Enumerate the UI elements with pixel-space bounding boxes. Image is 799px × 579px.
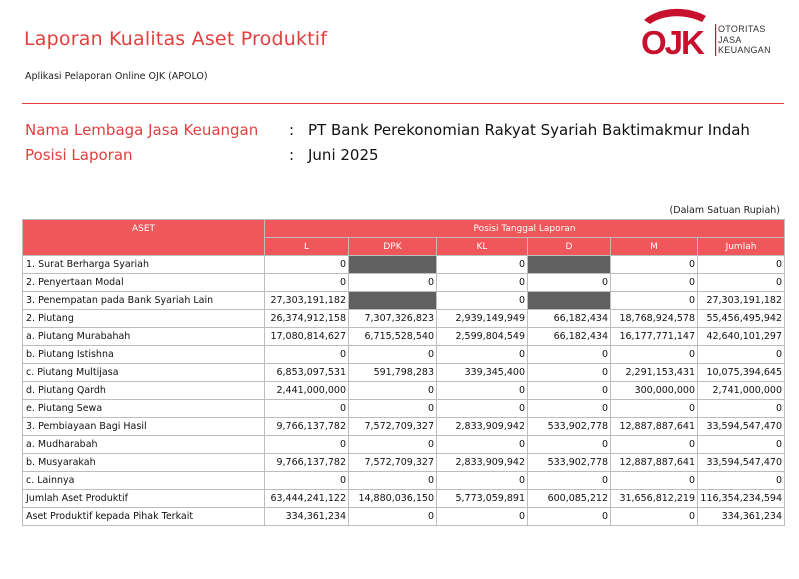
value-cell: 0: [698, 472, 785, 490]
table-row: [23, 472, 785, 490]
header-divider: [22, 103, 784, 104]
value-cell: 0: [349, 400, 437, 418]
value-cell: 0: [611, 400, 698, 418]
column-header-d: D: [528, 238, 611, 256]
value-cell: 116,354,234,594: [698, 490, 785, 508]
table-row: [23, 436, 785, 454]
table-row: [23, 454, 785, 472]
value-cell: 0: [611, 472, 698, 490]
value-cell: 17,080,814,627: [265, 328, 349, 346]
value-cell: 0: [437, 472, 528, 490]
value-cell: 55,456,495,942: [698, 310, 785, 328]
row-label: 2. Piutang: [23, 310, 265, 328]
svg-text:OJK: OJK: [641, 24, 703, 61]
value-cell: 0: [349, 508, 437, 526]
value-cell: 0: [437, 400, 528, 418]
value-cell: 0: [528, 472, 611, 490]
asset-quality-table: [22, 219, 785, 526]
row-label: 3. Pembiayaan Bagi Hasil: [23, 418, 265, 436]
value-cell: 2,441,000,000: [265, 382, 349, 400]
value-cell: 0: [265, 400, 349, 418]
value-cell: 0: [611, 508, 698, 526]
row-label: b. Musyarakah: [23, 454, 265, 472]
page-title: Laporan Kualitas Aset Produktif: [24, 28, 328, 50]
not-applicable-cell: [528, 256, 611, 274]
period-separator: :: [289, 146, 295, 164]
value-cell: 0: [528, 382, 611, 400]
value-cell: 7,572,709,327: [349, 454, 437, 472]
row-label: c. Piutang Multijasa: [23, 364, 265, 382]
value-cell: 2,939,149,949: [437, 310, 528, 328]
value-cell: 0: [265, 274, 349, 292]
value-cell: 2,291,153,431: [611, 364, 698, 382]
value-cell: 10,075,394,645: [698, 364, 785, 382]
row-label: c. Lainnya: [23, 472, 265, 490]
value-cell: 0: [528, 346, 611, 364]
value-cell: 0: [437, 346, 528, 364]
value-cell: 0: [437, 292, 528, 310]
value-cell: 591,798,283: [349, 364, 437, 382]
table-row: [23, 256, 785, 274]
value-cell: 0: [349, 382, 437, 400]
row-label: b. Piutang Istishna: [23, 346, 265, 364]
value-cell: 0: [437, 256, 528, 274]
table-row: [23, 364, 785, 382]
value-cell: 12,887,887,641: [611, 454, 698, 472]
value-cell: 300,000,000: [611, 382, 698, 400]
value-cell: 0: [698, 274, 785, 292]
row-label: d. Piutang Qardh: [23, 382, 265, 400]
value-cell: 63,444,241,122: [265, 490, 349, 508]
value-cell: 0: [528, 436, 611, 454]
value-cell: 14,880,036,150: [349, 490, 437, 508]
value-cell: 0: [528, 508, 611, 526]
value-cell: 0: [698, 346, 785, 364]
table-row: [23, 382, 785, 400]
value-cell: 18,768,924,578: [611, 310, 698, 328]
row-label: 2. Penyertaan Modal: [23, 274, 265, 292]
not-applicable-cell: [349, 292, 437, 310]
not-applicable-cell: [349, 256, 437, 274]
value-cell: 533,902,778: [528, 418, 611, 436]
value-cell: 0: [265, 436, 349, 454]
institution-separator: :: [289, 121, 295, 139]
value-cell: 12,887,887,641: [611, 418, 698, 436]
logo-wordmark: OTORITAS JASA KEUANGAN: [718, 24, 771, 55]
column-header-l: L: [265, 238, 349, 256]
value-cell: 0: [611, 346, 698, 364]
value-cell: 0: [437, 382, 528, 400]
value-cell: 2,741,000,000: [698, 382, 785, 400]
value-cell: 0: [698, 436, 785, 454]
app-subtitle: Aplikasi Pelaporan Online OJK (APOLO): [25, 71, 208, 82]
value-cell: 0: [611, 256, 698, 274]
column-header-dpk: DPK: [349, 238, 437, 256]
table-row: [23, 418, 785, 436]
table-row: [23, 508, 785, 526]
value-cell: 0: [349, 274, 437, 292]
value-cell: 0: [698, 256, 785, 274]
value-cell: 0: [528, 364, 611, 382]
table-row: [23, 310, 785, 328]
row-label: Aset Produktif kepada Pihak Terkait: [23, 508, 265, 526]
value-cell: 0: [528, 400, 611, 418]
value-cell: 2,599,804,549: [437, 328, 528, 346]
column-header-m: M: [611, 238, 698, 256]
value-cell: 0: [437, 436, 528, 454]
column-header-kl: KL: [437, 238, 528, 256]
value-cell: 42,640,101,297: [698, 328, 785, 346]
value-cell: 0: [349, 436, 437, 454]
value-cell: 66,182,434: [528, 328, 611, 346]
value-cell: 5,773,059,891: [437, 490, 528, 508]
aset-column-header: ASET: [23, 220, 265, 256]
institution-value: PT Bank Perekonomian Rakyat Syariah Baktimakmur Indah: [308, 121, 750, 139]
value-cell: 16,177,771,147: [611, 328, 698, 346]
row-label: a. Piutang Murabahah: [23, 328, 265, 346]
value-cell: 27,303,191,182: [265, 292, 349, 310]
value-cell: 334,361,234: [265, 508, 349, 526]
row-label: 1. Surat Berharga Syariah: [23, 256, 265, 274]
table-row: [23, 346, 785, 364]
value-cell: 31,656,812,219: [611, 490, 698, 508]
value-cell: 0: [265, 346, 349, 364]
value-cell: 33,594,547,470: [698, 418, 785, 436]
value-cell: 339,345,400: [437, 364, 528, 382]
value-cell: 0: [349, 472, 437, 490]
period-group-header: Posisi Tanggal Laporan: [265, 220, 785, 238]
table-row: [23, 328, 785, 346]
not-applicable-cell: [528, 292, 611, 310]
table-row: [23, 274, 785, 292]
value-cell: 0: [349, 346, 437, 364]
value-cell: 600,085,212: [528, 490, 611, 508]
row-label: a. Mudharabah: [23, 436, 265, 454]
value-cell: 9,766,137,782: [265, 418, 349, 436]
value-cell: 7,572,709,327: [349, 418, 437, 436]
value-cell: 6,715,528,540: [349, 328, 437, 346]
value-cell: 0: [698, 400, 785, 418]
table-row: [23, 400, 785, 418]
value-cell: 334,361,234: [698, 508, 785, 526]
value-cell: 2,833,909,942: [437, 418, 528, 436]
value-cell: 26,374,912,158: [265, 310, 349, 328]
value-cell: 533,902,778: [528, 454, 611, 472]
value-cell: 0: [611, 292, 698, 310]
row-label: 3. Penempatan pada Bank Syariah Lain: [23, 292, 265, 310]
value-cell: 0: [611, 436, 698, 454]
value-cell: 0: [437, 274, 528, 292]
table-row: [23, 490, 785, 508]
value-cell: 0: [265, 472, 349, 490]
value-cell: 0: [437, 508, 528, 526]
value-cell: 0: [265, 256, 349, 274]
period-value: Juni 2025: [308, 146, 379, 164]
value-cell: 0: [611, 274, 698, 292]
value-cell: 27,303,191,182: [698, 292, 785, 310]
institution-label: Nama Lembaga Jasa Keuangan: [25, 121, 259, 139]
value-cell: 9,766,137,782: [265, 454, 349, 472]
table-row: [23, 292, 785, 310]
value-cell: 2,833,909,942: [437, 454, 528, 472]
row-label: Jumlah Aset Produktif: [23, 490, 265, 508]
unit-note: (Dalam Satuan Rupiah): [669, 205, 780, 216]
value-cell: 66,182,434: [528, 310, 611, 328]
period-label: Posisi Laporan: [25, 146, 133, 164]
value-cell: 0: [528, 274, 611, 292]
row-label: e. Piutang Sewa: [23, 400, 265, 418]
column-header-jumlah: Jumlah: [698, 238, 785, 256]
value-cell: 7,307,326,823: [349, 310, 437, 328]
value-cell: 33,594,547,470: [698, 454, 785, 472]
value-cell: 6,853,097,531: [265, 364, 349, 382]
